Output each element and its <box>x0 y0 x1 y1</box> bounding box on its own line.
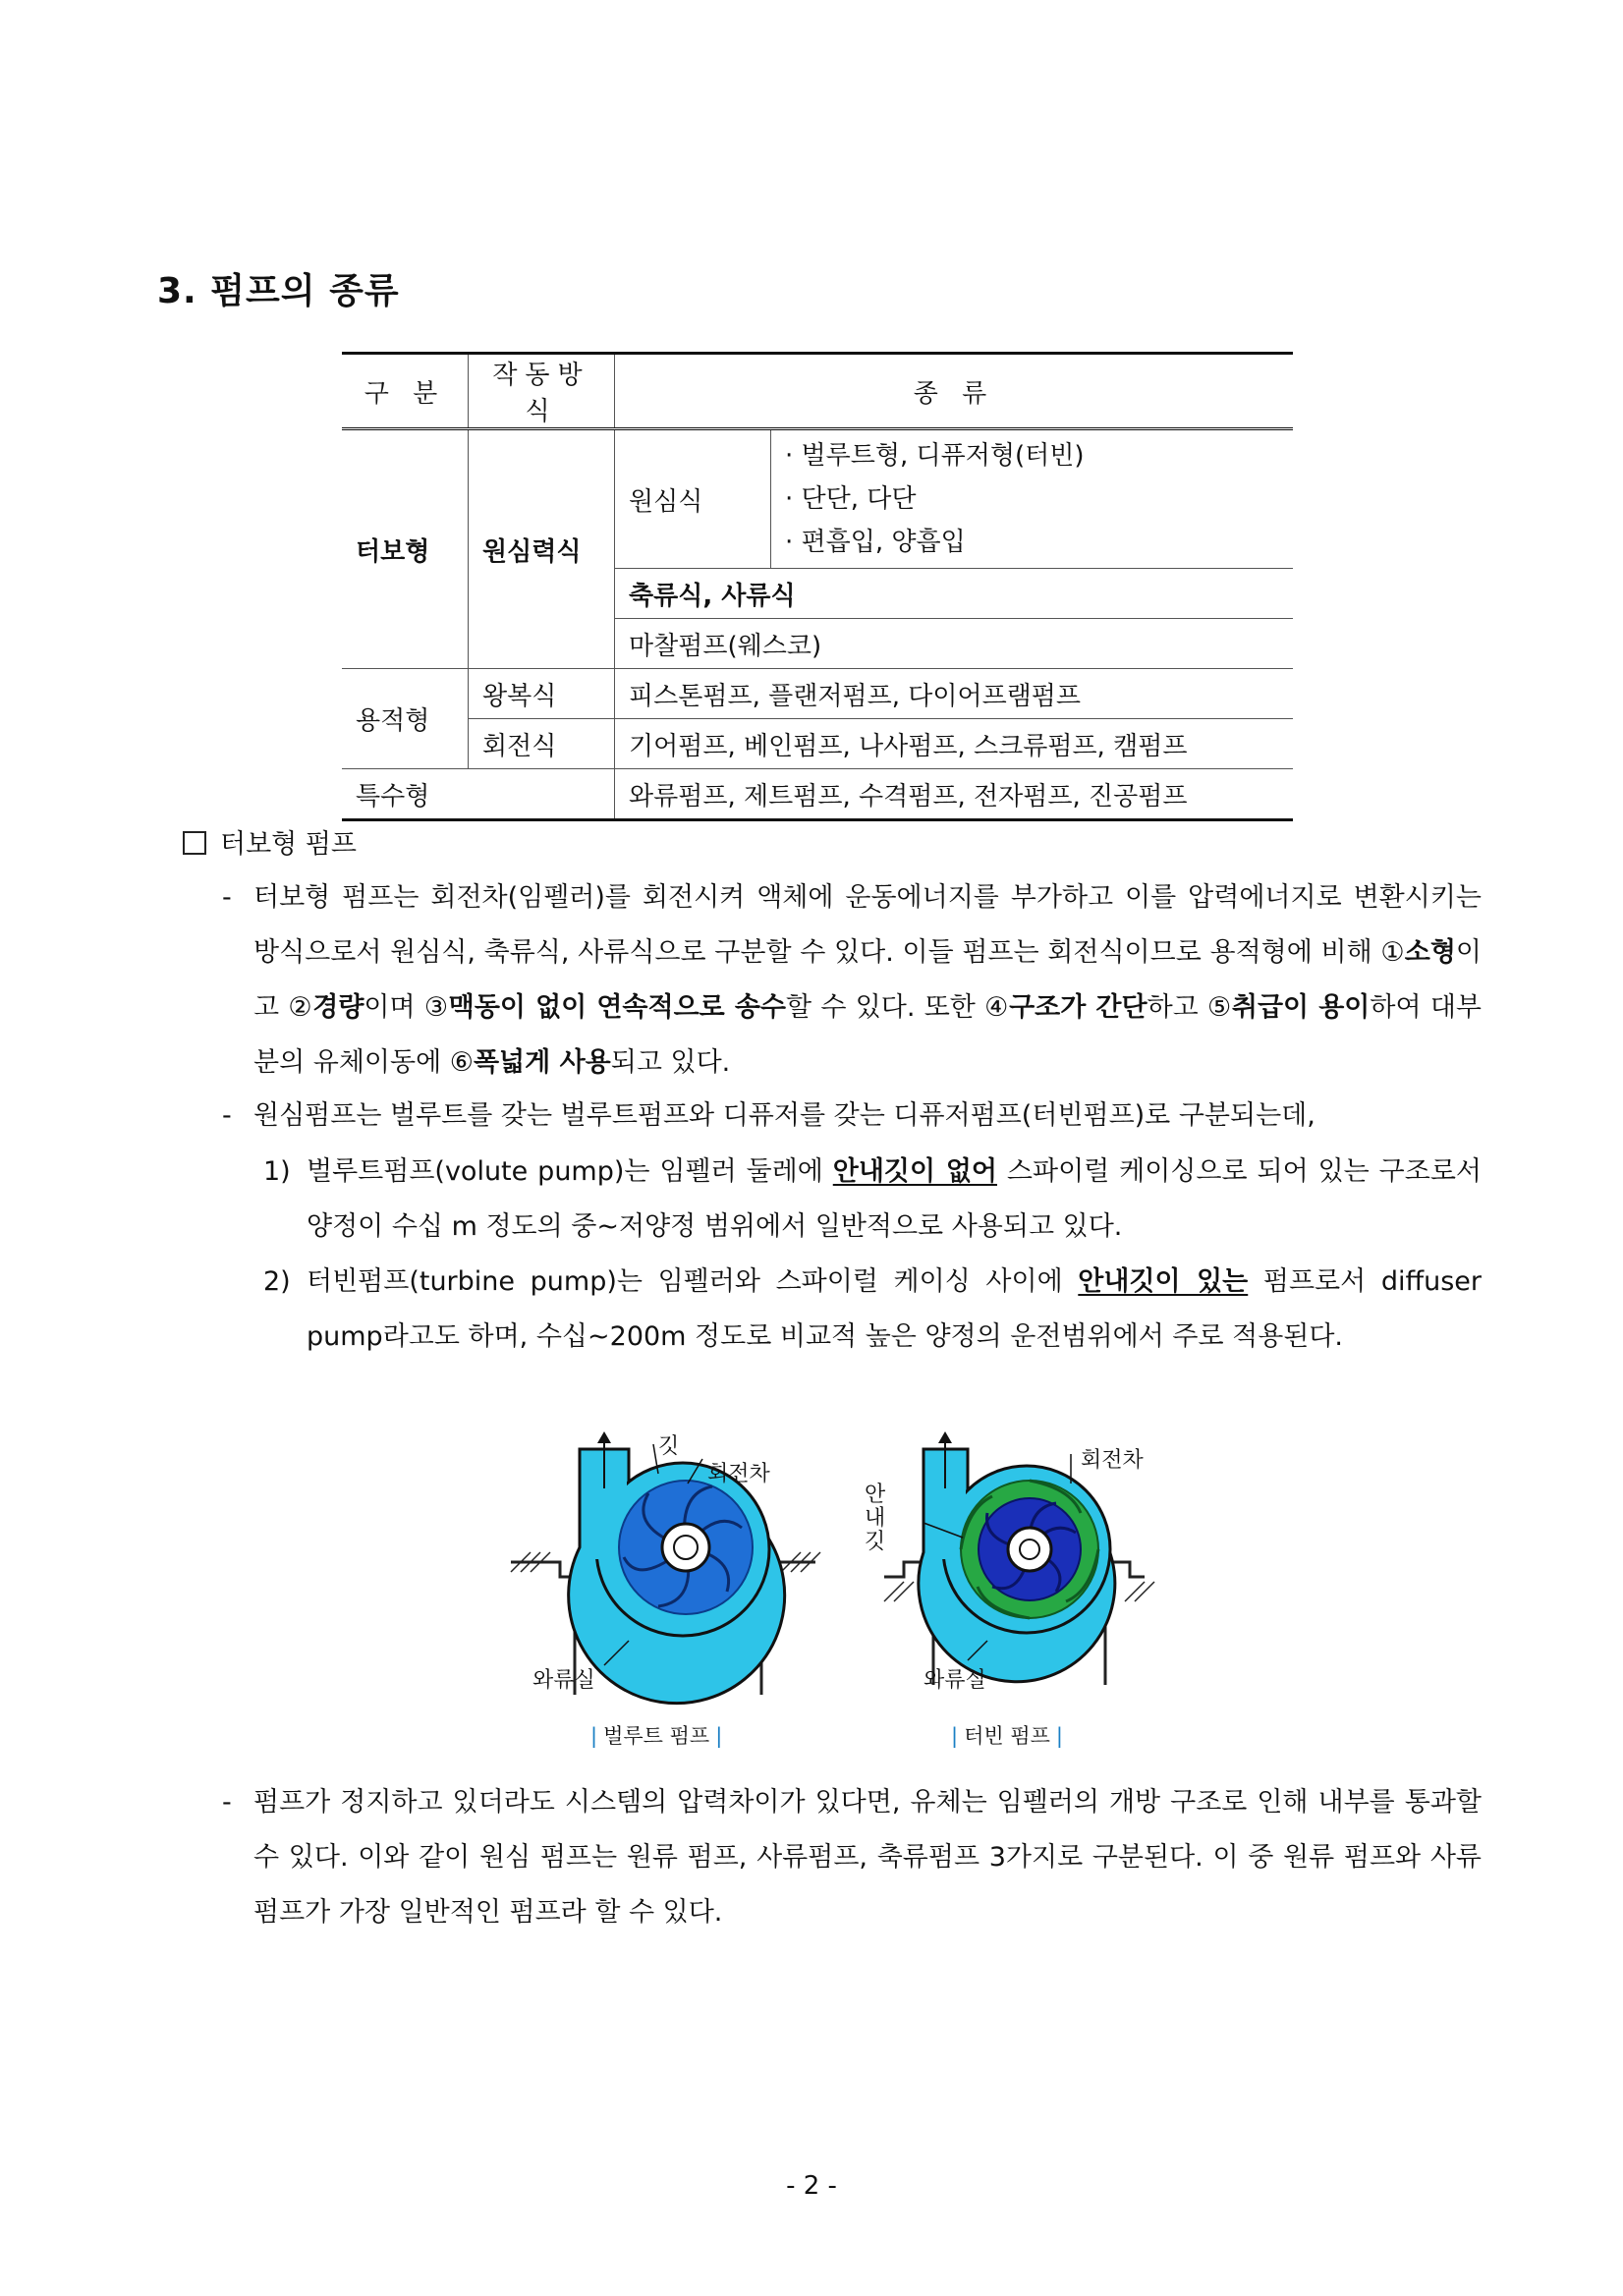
table-row <box>342 669 1293 719</box>
special-items-cell: 와류펌프, 제트펌프, 수격펌프, 전자펌프, 진공펌프 <box>615 769 1294 820</box>
dash-bullet: - <box>222 1100 232 1131</box>
dash-bullet: - <box>222 1787 232 1818</box>
bold-run: 구조가 간단 <box>1009 992 1147 1023</box>
reciprocating-label-cell: 왕복식 <box>469 669 615 719</box>
impeller-label-right: 회전차 <box>1081 1448 1144 1473</box>
table-row <box>342 429 1293 569</box>
special-category-cell: 특수형 <box>342 769 615 820</box>
impeller-label-left: 회전차 <box>707 1462 770 1486</box>
text-run: 터보형 펌프는 회전차(임펠러)를 회전시켜 액체에 운동에너지를 부가하고 이를 압력에너지로 변환시키는 방식으로서 원심식, 축류식, 사류식으로 구분할 수 있다. 이들 펌프는 회전식이므로 용적형에 비해 ① <box>253 882 1482 968</box>
text-run: 할 수 있다. 또한 ④ <box>786 992 1010 1023</box>
list-item: · 벌루트형, 디퓨저형(터빈) <box>785 434 1279 477</box>
text-run: 펌프로서 diffuser pump라고도 하며, 수십~200m 정도로 비교적 높은 양정의 운전범위에서 주로 적용된다. <box>307 1266 1482 1352</box>
item-number: 2) <box>263 1266 291 1297</box>
text-run: 이며 ③ <box>364 992 449 1023</box>
pump-classification-table <box>342 352 1293 821</box>
friction-pump-cell: 마찰펌프(웨스코) <box>615 619 1294 669</box>
turbo-category-cell: 터보형 <box>342 429 469 669</box>
text-run: 펌프가 정지하고 있더라도 시스템의 압력차이가 있다면, 유체는 임펠러의 개방 구조로 인해 내부를 통과할 수 있다. 이와 같이 원심 펌프는 원류 펌프, 사류펌프, 축류펌프 3가지로 구분된다. 이 중 원류 펌프와 사류 펌프가 가장 일반적인 펌프라 할 수 있다. <box>253 1787 1482 1928</box>
dash-bullet: - <box>222 882 232 913</box>
rotary-label-cell: 회전식 <box>469 719 615 769</box>
centrifugal-pump-paragraph <box>222 1089 1482 1144</box>
casing-label-left: 와류실 <box>532 1668 595 1693</box>
text-run: 하고 ⑤ <box>1147 992 1232 1023</box>
text-run: 이고 ② <box>253 937 1482 1023</box>
text-run: 되고 있다. <box>610 1047 731 1078</box>
vane-label: 깃 <box>658 1434 680 1459</box>
centrifugal-items-list <box>785 430 1279 568</box>
header-category: 구 분 <box>342 354 469 429</box>
reciprocating-items-cell: 피스톤펌프, 플랜저펌프, 다이어프램펌프 <box>615 669 1294 719</box>
header-types: 종 류 <box>615 354 1294 429</box>
casing-label-right: 와류실 <box>923 1668 986 1693</box>
header-method: 작동방식 <box>469 354 615 429</box>
table-row <box>342 719 1293 769</box>
table-row <box>342 769 1293 820</box>
volute-pump-item <box>263 1145 1482 1255</box>
bold-run: 경량 <box>312 992 364 1023</box>
bold-run: 소형 <box>1404 937 1456 968</box>
bold-run: 취급이 용이 <box>1231 992 1371 1023</box>
underlined-run: 안내깃이 없어 <box>832 1156 997 1187</box>
turbo-method-cell: 원심력식 <box>469 429 615 669</box>
axial-mixed-cell: 축류식, 사류식 <box>615 569 1294 619</box>
pump-figure <box>491 1429 1179 1754</box>
bold-run: 폭넓게 사용 <box>473 1047 611 1078</box>
turbo-pump-heading <box>183 822 357 861</box>
turbine-pump-caption: | 터빈 펌프 | <box>945 1720 1069 1750</box>
text-run: 벌루트펌프(volute pump)는 임펠러 둘레에 <box>307 1156 833 1187</box>
turbo-pump-paragraph <box>222 870 1482 1091</box>
text-run: 하여 대부분의 유체이동에 ⑥ <box>253 992 1482 1078</box>
text-run: 원심펌프는 벌루트를 갖는 벌루트펌프와 디퓨저를 갖는 디퓨저펌프(터빈펌프)로 구분되는데, <box>253 1100 1315 1131</box>
list-item: · 단단, 다단 <box>785 477 1279 521</box>
guide-vane-label: 안내깃 <box>865 1483 886 1554</box>
page-number: - 2 - <box>786 2171 837 2201</box>
bold-run: 맥동이 없이 연속적으로 송수 <box>448 992 786 1023</box>
turbine-pump-item <box>263 1255 1482 1365</box>
section-title: 3. 펌프의 종류 <box>157 271 400 311</box>
checkbox-square-icon <box>183 831 206 855</box>
list-item: · 편흡입, 양흡입 <box>785 521 1279 564</box>
rotary-items-cell: 기어펌프, 베인펌프, 나사펌프, 스크류펌프, 캠펌프 <box>615 719 1294 769</box>
item-number: 1) <box>263 1156 291 1187</box>
text-run: 스파이럴 케이싱으로 되어 있는 구조로서 양정이 수십 m 정도의 중~저양정 범위에서 일반적으로 사용되고 있다. <box>307 1156 1482 1242</box>
table-header-row <box>342 354 1293 429</box>
volute-pump-caption: | 벌루트 펌프 | <box>585 1720 728 1750</box>
centrifugal-label-cell: 원심식 <box>615 429 771 569</box>
text-run: 터빈펌프(turbine pump)는 임펠러와 스파이럴 케이싱 사이에 <box>307 1266 1079 1297</box>
underlined-run: 안내깃이 있는 <box>1078 1266 1249 1297</box>
heading-text: 터보형 펌프 <box>220 829 357 860</box>
centrifugal-items-cell <box>771 429 1294 569</box>
positive-category-cell: 용적형 <box>342 669 469 769</box>
closing-paragraph <box>222 1775 1482 1940</box>
